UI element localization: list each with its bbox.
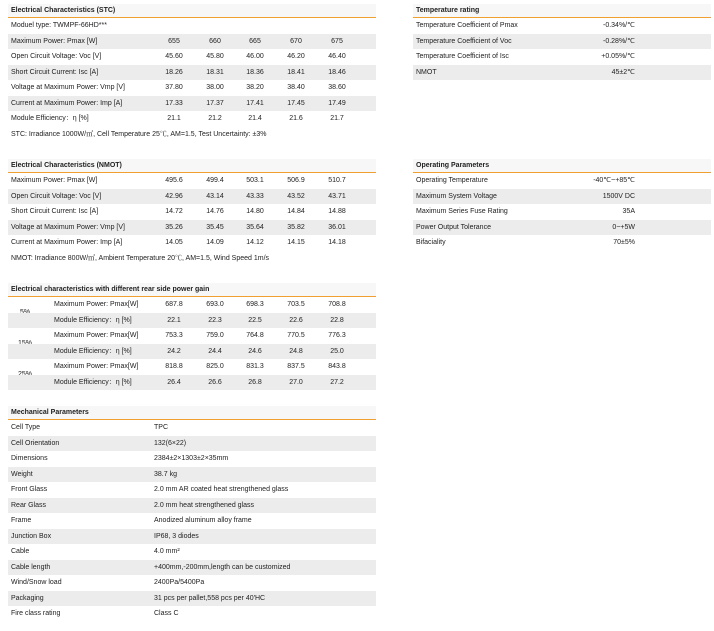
mech-row-label: Wind/Snow load: [11, 579, 62, 586]
nmot-value-cell: 14.76: [206, 208, 224, 215]
rear-value-cell: 703.5: [287, 301, 305, 308]
stc-value-cell: 21.7: [330, 115, 344, 122]
rear-value-cell: 24.4: [208, 347, 222, 355]
nmot-value-cell: 35.64: [246, 223, 264, 231]
stc-value-cell: 17.49: [328, 99, 346, 107]
stc-value-cell: 46.20: [287, 53, 305, 60]
stc-row-label: Current at Maximum Power: Imp [A]: [11, 99, 123, 107]
rear-value-cell: 818.8: [165, 363, 183, 370]
temp-rows: [413, 18, 711, 80]
stc-value-cell: 18.31: [206, 68, 224, 76]
rear-value-cell: 759.0: [206, 332, 224, 339]
mech-row-value: +400mm,-200mm,length can be customized: [154, 563, 291, 571]
oper-title: Operating Parameters: [413, 159, 711, 173]
nmot-value-cell: 499.4: [206, 177, 224, 184]
mech-row: [8, 575, 376, 591]
rear-row: [8, 359, 376, 375]
nmot-value-cell: 43.52: [287, 192, 305, 200]
stc-value-cell: 18.26: [165, 68, 183, 76]
oper-row-value: 0~+5W: [612, 223, 635, 231]
nmot-value-cell: 503.1: [246, 177, 264, 184]
nmot-row-label: Voltage at Maximum Power: Vmp [V]: [11, 223, 125, 231]
mech-panel: [8, 406, 376, 622]
mech-row-value: 31 pcs per pallet,558 pcs per 40'HC: [154, 594, 266, 602]
nmot-note: NMOT: Irradiance 800W/㎡, Ambient Temperature 20℃, AM=1.5, Wind Speed 1m/s: [11, 254, 270, 262]
stc-model: Moduel type: TWMPF-66HD***: [11, 22, 107, 29]
stc-title: Electrical Characteristics (STC): [8, 4, 376, 18]
nmot-row: [8, 235, 376, 251]
mech-row-value: TPC: [154, 424, 168, 431]
rear-row: [8, 297, 376, 313]
rear-value-cell: 22.8: [330, 316, 344, 324]
temp-row: [413, 49, 711, 65]
stc-row: [8, 65, 376, 81]
rear-row-label: Module Efficiency：η [%]: [54, 316, 132, 324]
oper-row-label: Bifaciality: [416, 239, 446, 246]
nmot-value-cell: 36.01: [328, 223, 346, 231]
stc-row-label: Voltage at Maximum Power: Vmp [V]: [11, 84, 125, 91]
stc-value-cell: 18.41: [287, 68, 305, 76]
rear-value-cell: 698.3: [246, 301, 264, 308]
rear-panel: [8, 283, 376, 390]
nmot-value-cell: 35.82: [287, 223, 305, 231]
mech-row-value: 2.0 mm AR coated heat strengthened glass: [154, 486, 289, 493]
rear-value-cell: 26.6: [208, 378, 222, 386]
rear-value-cell: 22.1: [167, 316, 181, 324]
nmot-value-cell: 510.7: [328, 177, 346, 184]
stc-note: STC: Irradiance 1000W/㎡, Cell Temperature 25℃, AM=1.5, Test Uncertainty: ±3%: [11, 130, 267, 138]
stc-value-cell: 21.4: [248, 115, 262, 122]
oper-row-value: -40℃~+85℃: [593, 177, 635, 184]
nmot-value-cell: 43.33: [246, 192, 264, 200]
stc-value-cell: 655: [168, 37, 180, 45]
nmot-value-cell: 495.6: [165, 177, 183, 184]
temp-row-value: 45±2℃: [611, 68, 635, 76]
stc-value-cell: 21.2: [208, 115, 222, 122]
oper-panel: [413, 159, 711, 251]
rear-row: [8, 375, 376, 391]
stc-value-cell: 37.80: [165, 84, 183, 91]
oper-row-value: 1500V DC: [602, 192, 635, 200]
nmot-value-cell: 506.9: [287, 177, 305, 184]
stc-value-cell: 675: [331, 37, 343, 45]
mech-row-label: Cell Type: [11, 424, 41, 431]
mech-row-value: 2400Pa/5400Pa: [154, 579, 205, 586]
temp-row-label: Temperature Coefficient of Isc: [416, 53, 509, 60]
stc-value-cell: 17.37: [206, 99, 224, 107]
rear-row-label: Module Efficiency：η [%]: [54, 378, 132, 386]
nmot-value-cell: 14.12: [246, 239, 264, 246]
rear-value-cell: 27.2: [330, 378, 344, 386]
nmot-value-cell: 14.72: [165, 208, 183, 215]
mech-row-value: 2.0 mm heat strengthened glass: [154, 501, 255, 509]
temp-row-label: NMOT: [416, 68, 437, 76]
stc-value-cell: 45.60: [165, 53, 183, 60]
rear-value-cell: 26.4: [167, 378, 181, 386]
stc-row: [8, 80, 376, 96]
stc-value-cell: 38.00: [206, 84, 224, 91]
rear-value-cell: 25.0: [330, 347, 344, 355]
mech-row-label: Rear Glass: [11, 501, 47, 509]
rear-row-label: Module Efficiency：η [%]: [54, 347, 132, 355]
oper-row: [413, 220, 711, 236]
rear-value-cell: 753.3: [165, 332, 183, 339]
nmot-value-cell: 14.84: [287, 208, 305, 215]
mech-row-label: Cable length: [11, 563, 51, 571]
stc-row: [8, 34, 376, 50]
nmot-value-cell: 14.18: [328, 239, 346, 246]
mech-row-label: Front Glass: [11, 486, 48, 493]
rear-value-cell: 24.6: [248, 347, 262, 355]
rear-value-cell: 693.0: [206, 301, 224, 308]
mech-row-value: 4.0 mm²: [154, 548, 180, 555]
oper-row-label: Power Output Tolerance: [416, 223, 491, 231]
oper-row-value: 70±5%: [613, 239, 635, 246]
stc-value-cell: 46.40: [328, 53, 346, 60]
rear-value-cell: 843.8: [328, 363, 346, 370]
mech-row-label: Weight: [11, 470, 33, 478]
oper-row-label: Operating Temperature: [416, 177, 488, 184]
temp-row: [413, 18, 711, 34]
stc-value-cell: 17.45: [287, 99, 305, 107]
mech-row: [8, 482, 376, 498]
mech-row: [8, 451, 376, 467]
rear-title: Electrical characteristics with different rear side power gain: [8, 283, 376, 297]
nmot-value-cell: 14.80: [246, 208, 264, 215]
temp-row: [413, 65, 711, 81]
nmot-row: [8, 204, 376, 220]
stc-row-label: Module Efficiency：η [%]: [11, 115, 89, 122]
temp-row-value: -0.34%/℃: [603, 22, 635, 29]
stc-value-cell: 17.33: [165, 99, 183, 107]
rear-value-cell: 22.6: [289, 316, 303, 324]
stc-value-cell: 21.1: [167, 115, 181, 122]
nmot-row-label: Current at Maximum Power: Imp [A]: [11, 239, 123, 246]
mech-row: [8, 529, 376, 545]
mech-row-value: 2384±2×1303±2×35mm: [154, 455, 229, 462]
rear-row-label: Maximum Power: Pmax[W]: [54, 301, 139, 308]
oper-row-label: Maximum System Voltage: [416, 192, 497, 200]
rear-value-cell: 764.8: [246, 332, 264, 339]
stc-value-cell: 670: [290, 37, 302, 45]
nmot-row-label: Maximum Power: Pmax [W]: [11, 177, 98, 184]
nmot-row-label: Open Circuit Voltage: Voc [V]: [11, 192, 102, 200]
temp-row: [413, 34, 711, 50]
mech-row-label: Frame: [11, 517, 32, 524]
stc-model-row: [8, 18, 376, 34]
stc-value-cell: 17.41: [246, 99, 264, 107]
temp-title: Temperature rating: [413, 4, 711, 18]
mech-row-value: Anodized aluminum alloy frame: [154, 517, 252, 524]
stc-row-label: Open Circuit Voltage: Voc [V]: [11, 53, 102, 60]
rear-value-cell: 27.0: [289, 378, 303, 386]
oper-row: [413, 204, 711, 220]
rear-value-cell: 831.3: [246, 363, 264, 370]
nmot-value-cell: 35.26: [165, 223, 183, 231]
nmot-value-cell: 43.71: [328, 192, 346, 200]
rear-value-cell: 22.5: [248, 316, 262, 324]
stc-row: [8, 49, 376, 65]
rear-row-label: Maximum Power: Pmax[W]: [54, 332, 139, 339]
stc-row-label: Short Circuit Current: Isc [A]: [11, 68, 99, 76]
mech-row-value: Class C: [154, 610, 179, 617]
nmot-rows: [8, 173, 376, 251]
nmot-value-cell: 42.96: [165, 192, 183, 200]
nmot-value-cell: 14.09: [206, 239, 224, 246]
stc-row: [8, 96, 376, 112]
stc-value-cell: 38.60: [328, 84, 346, 91]
stc-value-cell: 660: [209, 37, 221, 45]
stc-value-cell: 38.20: [246, 84, 264, 91]
nmot-panel: [8, 159, 376, 266]
oper-rows: [413, 173, 711, 251]
stc-value-cell: 18.36: [246, 68, 264, 76]
mech-row: [8, 467, 376, 483]
stc-rows: [8, 34, 376, 127]
mech-row-label: Cable: [11, 548, 30, 555]
stc-value-cell: 18.46: [328, 68, 346, 76]
rear-row-label: Maximum Power: Pmax[W]: [54, 363, 139, 370]
stc-value-cell: 45.80: [206, 53, 224, 60]
stc-value-cell: 46.00: [246, 53, 264, 60]
rear-row: [8, 328, 376, 344]
mech-row: [8, 513, 376, 529]
rear-row: [8, 313, 376, 329]
mech-rows: [8, 420, 376, 622]
nmot-row-label: Short Circuit Current: Isc [A]: [11, 208, 99, 215]
mech-row: [8, 606, 376, 622]
stc-row: [8, 111, 376, 127]
stc-panel: [8, 4, 376, 142]
nmot-title: Electrical Characteristics (NMOT): [8, 159, 376, 173]
rear-gain-group: [8, 328, 376, 359]
stc-row-label: Maximum Power: Pmax [W]: [11, 37, 98, 45]
nmot-row: [8, 173, 376, 189]
rear-row: [8, 344, 376, 360]
mech-row-label: Fire class rating: [11, 610, 61, 617]
rear-value-cell: 776.3: [328, 332, 346, 339]
rear-value-cell: 770.5: [287, 332, 305, 339]
temp-row-label: Temperature Coefficient of Voc: [416, 37, 512, 45]
stc-value-cell: 665: [249, 37, 261, 45]
oper-row: [413, 173, 711, 189]
mech-row-label: Dimensions: [11, 455, 48, 462]
stc-value-cell: 38.40: [287, 84, 305, 91]
nmot-row: [8, 189, 376, 205]
rear-value-cell: 24.8: [289, 347, 303, 355]
nmot-value-cell: 14.15: [287, 239, 305, 246]
mech-row-value: 38.7 kg: [154, 470, 177, 478]
temp-row-label: Temperature Coefficient of Pmax: [416, 22, 518, 29]
oper-row: [413, 189, 711, 205]
rear-gain-group: [8, 297, 376, 328]
rear-gain-group: [8, 359, 376, 390]
mech-row: [8, 436, 376, 452]
mech-row-label: Junction Box: [11, 532, 52, 540]
oper-row: [413, 235, 711, 251]
temp-panel: [413, 4, 711, 80]
mech-row: [8, 560, 376, 576]
mech-row: [8, 544, 376, 560]
rear-value-cell: 825.0: [206, 363, 224, 370]
rear-value-cell: 22.3: [208, 316, 222, 324]
rear-value-cell: 708.8: [328, 301, 346, 308]
nmot-value-cell: 35.45: [206, 223, 224, 231]
temp-row-value: +0.05%/℃: [601, 53, 635, 60]
mech-row-value: 132(6×22): [154, 439, 187, 447]
nmot-value-cell: 43.14: [206, 192, 224, 200]
mech-row-label: Packaging: [11, 594, 44, 602]
temp-row-value: -0.28%/℃: [603, 37, 635, 45]
mech-title: Mechanical Parameters: [8, 406, 376, 420]
rear-value-cell: 26.8: [248, 378, 262, 386]
nmot-note-row: [8, 251, 376, 267]
stc-note-row: [8, 127, 376, 143]
rear-value-cell: 687.8: [165, 301, 183, 308]
mech-row: [8, 498, 376, 514]
oper-row-value: 35A: [622, 208, 635, 215]
rear-value-cell: 837.5: [287, 363, 305, 370]
nmot-row: [8, 220, 376, 236]
mech-row: [8, 591, 376, 607]
mech-row-label: Cell Orientation: [11, 439, 60, 447]
oper-row-label: Maximum Series Fuse Rating: [416, 208, 508, 215]
rear-value-cell: 24.2: [167, 347, 181, 355]
nmot-value-cell: 14.05: [165, 239, 183, 246]
mech-row-value: IP68, 3 diodes: [154, 532, 199, 540]
rear-rows: [8, 297, 376, 390]
mech-row: [8, 420, 376, 436]
nmot-value-cell: 14.88: [328, 208, 346, 215]
stc-value-cell: 21.6: [289, 115, 303, 122]
